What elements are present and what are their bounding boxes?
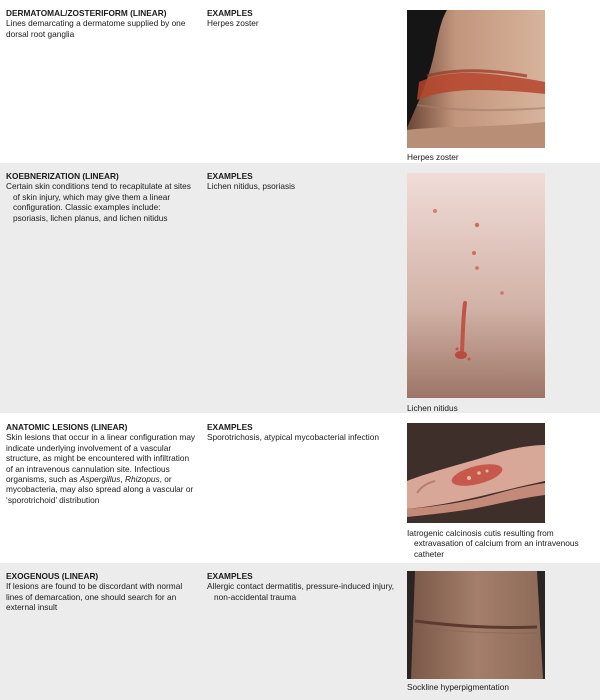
sockline-photo <box>407 571 545 679</box>
lichen-nitidus-photo <box>407 173 545 398</box>
examples-heading: EXAMPLES <box>207 8 253 18</box>
row-title: DERMATOMAL/ZOSTERIFORM (LINEAR) <box>6 8 167 18</box>
row-title: KOEBNERIZATION (LINEAR) <box>6 171 119 181</box>
row-description: If lesions are found to be discordant with normal lines of demarcation, one should search for an external insult <box>6 581 183 613</box>
row-description: Skin lesions that occur in a linear configuration may indicate underlying involvement of a vascular structure, as might be encountered with infiltration of an intravenous cannulation site. Infectious organisms, such as Aspergillus, Rhizopus, or mycobacteria, may also spread along a vascular or ‘sporotrichoid’ distribution <box>6 432 196 505</box>
examples-cell <box>207 571 397 602</box>
table-row-koebnerization <box>0 163 600 413</box>
description-cell <box>6 422 196 505</box>
photo-caption: Sockline hyperpigmentation <box>407 682 509 692</box>
photo-caption: Lichen nitidus <box>407 403 458 413</box>
table-row-exogenous <box>0 563 600 700</box>
examples-text: Sporotrichosis, atypical mycobacterial infection <box>207 432 380 443</box>
examples-cell <box>207 422 397 443</box>
row-title: EXOGENOUS (LINEAR) <box>6 571 99 581</box>
photo-caption: Herpes zoster <box>407 152 459 162</box>
row-description: Lines demarcating a dermatome supplied by one dorsal root ganglia <box>6 18 186 39</box>
row-title: ANATOMIC LESIONS (LINEAR) <box>6 422 128 432</box>
examples-heading: EXAMPLES <box>207 422 253 432</box>
description-cell <box>6 171 196 223</box>
examples-text: Lichen nitidus, psoriasis <box>207 181 296 192</box>
examples-cell <box>207 171 397 192</box>
examples-heading: EXAMPLES <box>207 571 253 581</box>
examples-text: Allergic contact dermatitis, pressure-induced injury, non-accidental trauma <box>207 581 395 602</box>
table-row-dermatomal <box>0 0 600 162</box>
examples-text: Herpes zoster <box>207 18 259 29</box>
row-description: Certain skin conditions tend to recapitulate at sites of skin injury, which may give them a linear configuration. Classic examples include: psoriasis, lichen planus, and lichen nitidus <box>6 181 191 223</box>
herpes-zoster-photo <box>407 10 545 148</box>
description-cell <box>6 571 196 613</box>
calcinosis-cutis-photo <box>407 423 545 523</box>
photo-caption: Iatrogenic calcinosis cutis resulting from extravasation of calcium from an intravenous catheter <box>407 528 579 559</box>
description-cell <box>6 8 196 39</box>
examples-cell <box>207 8 397 29</box>
examples-heading: EXAMPLES <box>207 171 253 181</box>
table-row-anatomic-lesions <box>0 414 600 562</box>
